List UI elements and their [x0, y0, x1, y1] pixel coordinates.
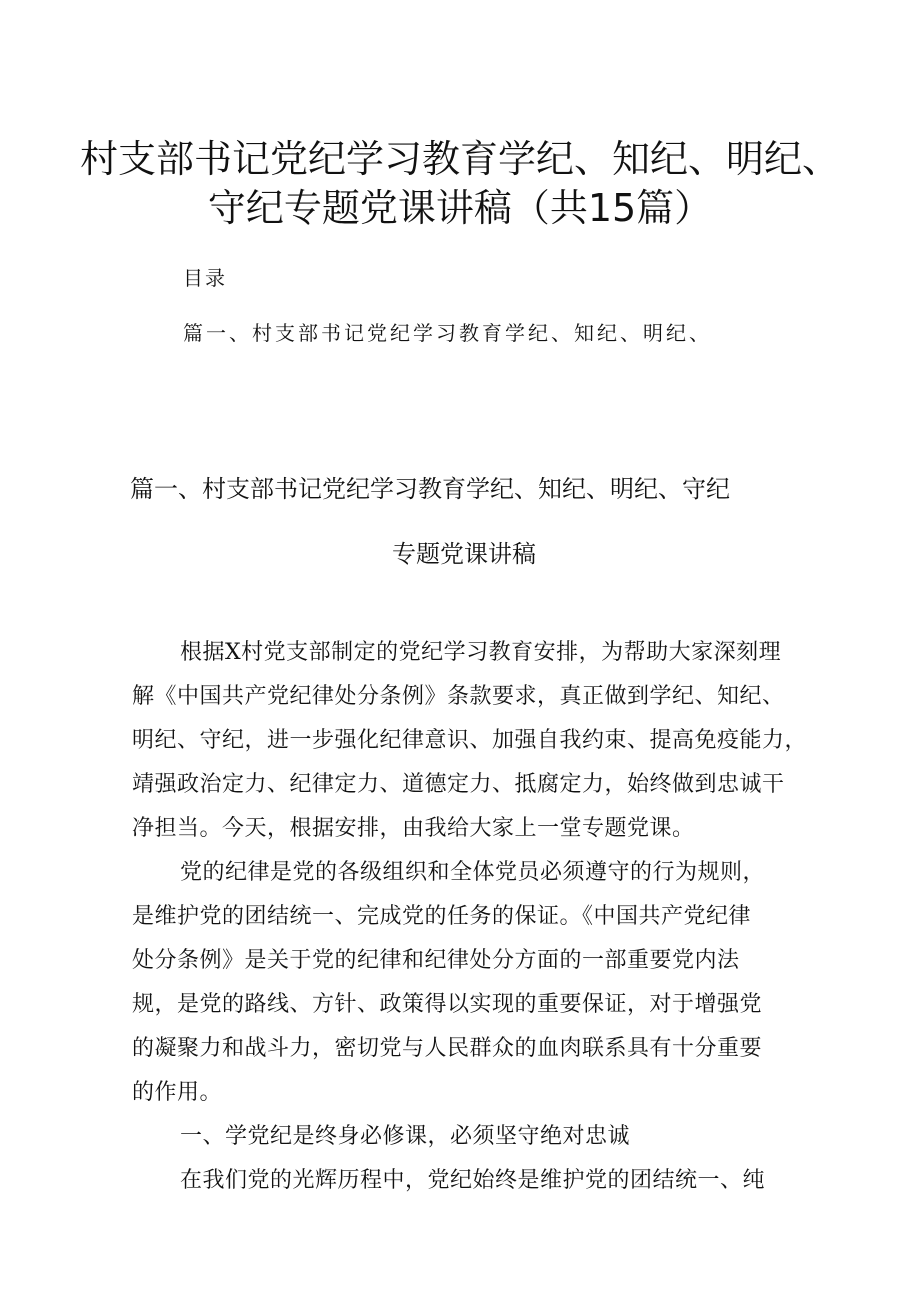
section-title-line-1: 篇一、村支部书记党纪学习教育学纪、知纪、明纪、守纪 — [130, 475, 730, 503]
section-heading-1: 一、学党纪是终身必修课，必须坚守绝对忠诚 — [180, 1124, 631, 1149]
paragraph-3-line-1: 在我们党的光辉历程中，党纪始终是维护党的团结统一、纯 — [180, 1168, 766, 1193]
paragraph-1-line-5: 净担当。今天，根据安排，由我给大家上一堂专题党课。 — [132, 816, 695, 841]
paragraph-2-line-4: 规，是党的路线、方针、政策得以实现的重要保证，对于增强党 — [132, 992, 763, 1017]
paragraph-1-line-3: 明纪、守纪，进一步强化纪律意识、加强自我约束、提高免疫能力， — [132, 728, 808, 753]
paragraph-1-line-1: 根据X村党支部制定的党纪学习教育安排，为帮助大家深刻理 — [180, 640, 782, 665]
paragraph-2-line-6: 的作用。 — [132, 1080, 223, 1105]
toc-item-1[interactable]: 篇一、村支部书记党纪学习教育学纪、知纪、明纪、 — [183, 321, 712, 345]
paragraph-1-line-4: 靖强政治定力、纪律定力、道德定力、抵腐定力，始终做到忠诚干 — [132, 772, 785, 797]
paragraph-2-line-2: 是维护党的团结统一、完成党的任务的保证。《中国共产党纪律 — [132, 904, 752, 929]
toc-heading: 目录 — [183, 266, 227, 290]
document-title-line-1: 村支部书记党纪学习教育学纪、知纪、明纪、 — [79, 137, 840, 181]
paragraph-2-line-5: 的凝聚力和战斗力，密切党与人民群众的血肉联系具有十分重要 — [132, 1036, 763, 1061]
paragraph-1-line-2: 解《中国共产党纪律处分条例》条款要求，真正做到学纪、知纪、 — [132, 684, 785, 709]
paragraph-2-line-1: 党的纪律是党的各级组织和全体党员必须遵守的行为规则， — [180, 860, 766, 885]
paragraph-2-line-3: 处分条例》是关于党的纪律和纪律处分方面的一部重要党内法 — [132, 948, 740, 973]
section-title-line-2: 专题党课讲稿 — [392, 540, 536, 568]
document-title-line-2: 守纪专题党课讲稿（共15篇） — [207, 186, 713, 230]
